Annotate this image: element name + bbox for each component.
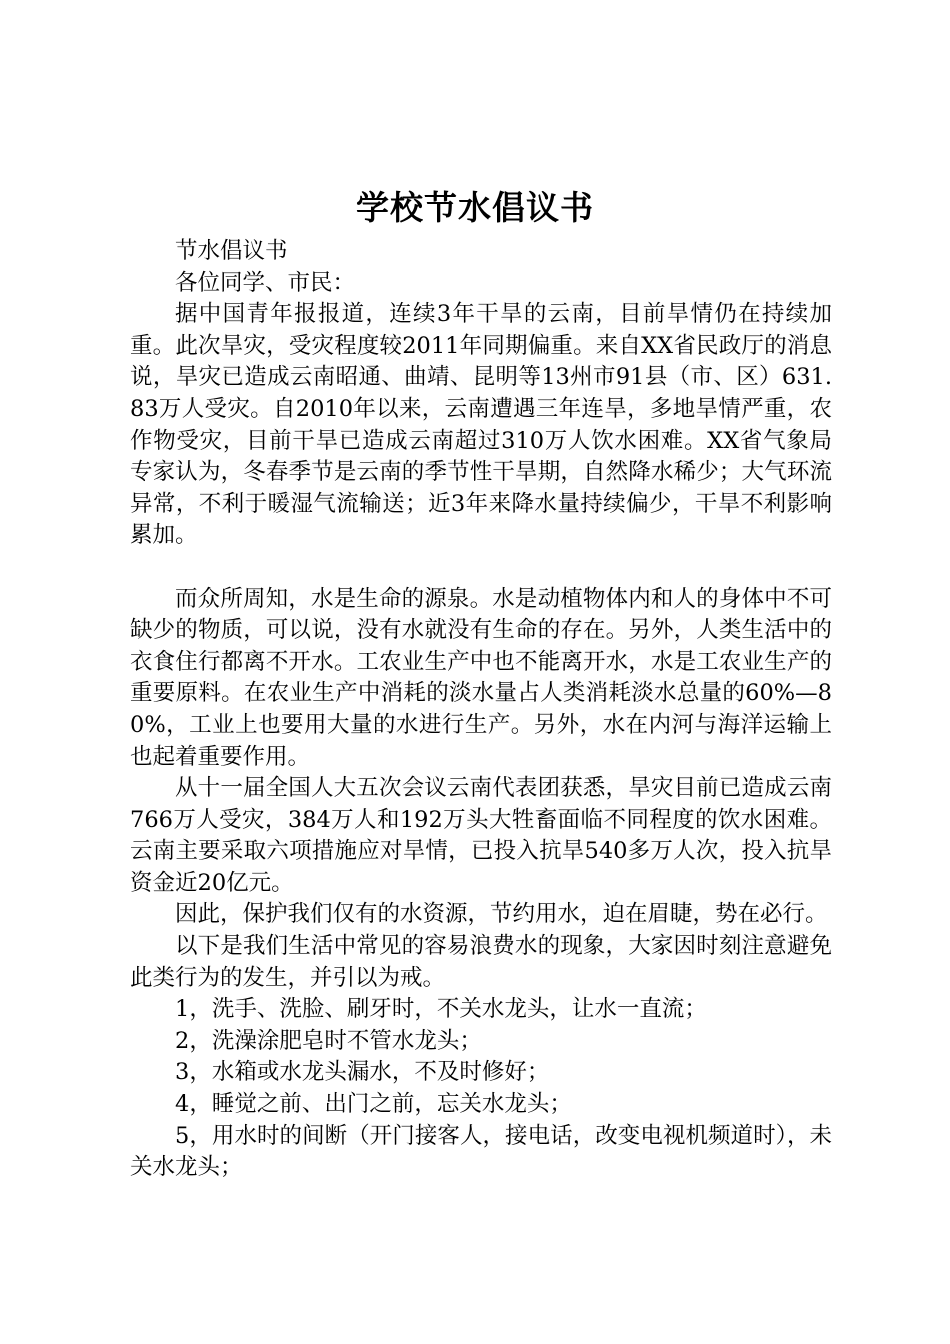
document-title: 学校节水倡议书 bbox=[356, 188, 594, 227]
conclusion-paragraph: 因此，保护我们仅有的水资源，节约用水，迫在眉睫，势在必行。 bbox=[175, 901, 828, 928]
list-item: 5，用水时的间断（开门接客人，接电话，改变电视机频道时），未关水龙头； bbox=[130, 1122, 832, 1181]
list-item: 1，洗手、洗脸、刷牙时，不关水龙头，让水一直流； bbox=[175, 996, 707, 1023]
subtitle-paragraph: 节水倡议书 bbox=[175, 238, 288, 264]
list-item: 4，睡觉之前、出门之前，忘关水龙头； bbox=[175, 1091, 572, 1118]
list-item: 3，水箱或水龙头漏水，不及时修好； bbox=[175, 1059, 550, 1086]
document-body bbox=[130, 236, 832, 1184]
npc-report-paragraph: 从十一届全国人大五次会议云南代表团获悉，旱灾目前已造成云南766万人受灾，384万人和192万头大牲畜面临不同程度的饮水困难。云南主要采取六项措施应对旱情，已投入抗旱540多万人次，投入抗旱资金近20亿元。 bbox=[130, 775, 832, 896]
water-importance-paragraph: 而众所周知，水是生命的源泉。水是动植物体内和人的身体中不可缺少的物质，可以说，没有水就没有生命的存在。另外，人类生活中的衣食住行都离不开水。工农业生产中也不能离开水，水是工农业生产的重要原料。在农业生产中消耗的淡水量占人类消耗淡水总量的60%—80%，工业上也要用大量的水进行生产。另外，水在内河与海洋运输上也起着重要作用。 bbox=[130, 585, 832, 770]
drought-report-paragraph: 据中国青年报报道，连续3年干旱的云南，目前旱情仍在持续加重。此次旱灾，受灾程度较2011年同期偏重。来自XX省民政厅的消息说，旱灾已造成云南昭通、曲靖、昆明等13州市91县（市、区）631.83万人受灾。自2010年以来，云南遭遇三年连旱，多地旱情严重，农作物受灾，目前干旱已造成云南超过310万人饮水困难。XX省气象局专家认为，冬春季节是云南的季节性干旱期，自然降水稀少；大气环流异常，不利于暖湿气流输送；近3年来降水量持续偏少，干旱不利影响累加。 bbox=[130, 301, 832, 549]
salutation-paragraph: 各位同学、市民： bbox=[175, 269, 356, 296]
list-item: 2，洗澡涂肥皂时不管水龙头； bbox=[175, 1027, 482, 1054]
waste-intro-paragraph: 以下是我们生活中常见的容易浪费水的现象，大家因时刻注意避免此类行为的发生，并引以为戒。 bbox=[130, 933, 832, 991]
